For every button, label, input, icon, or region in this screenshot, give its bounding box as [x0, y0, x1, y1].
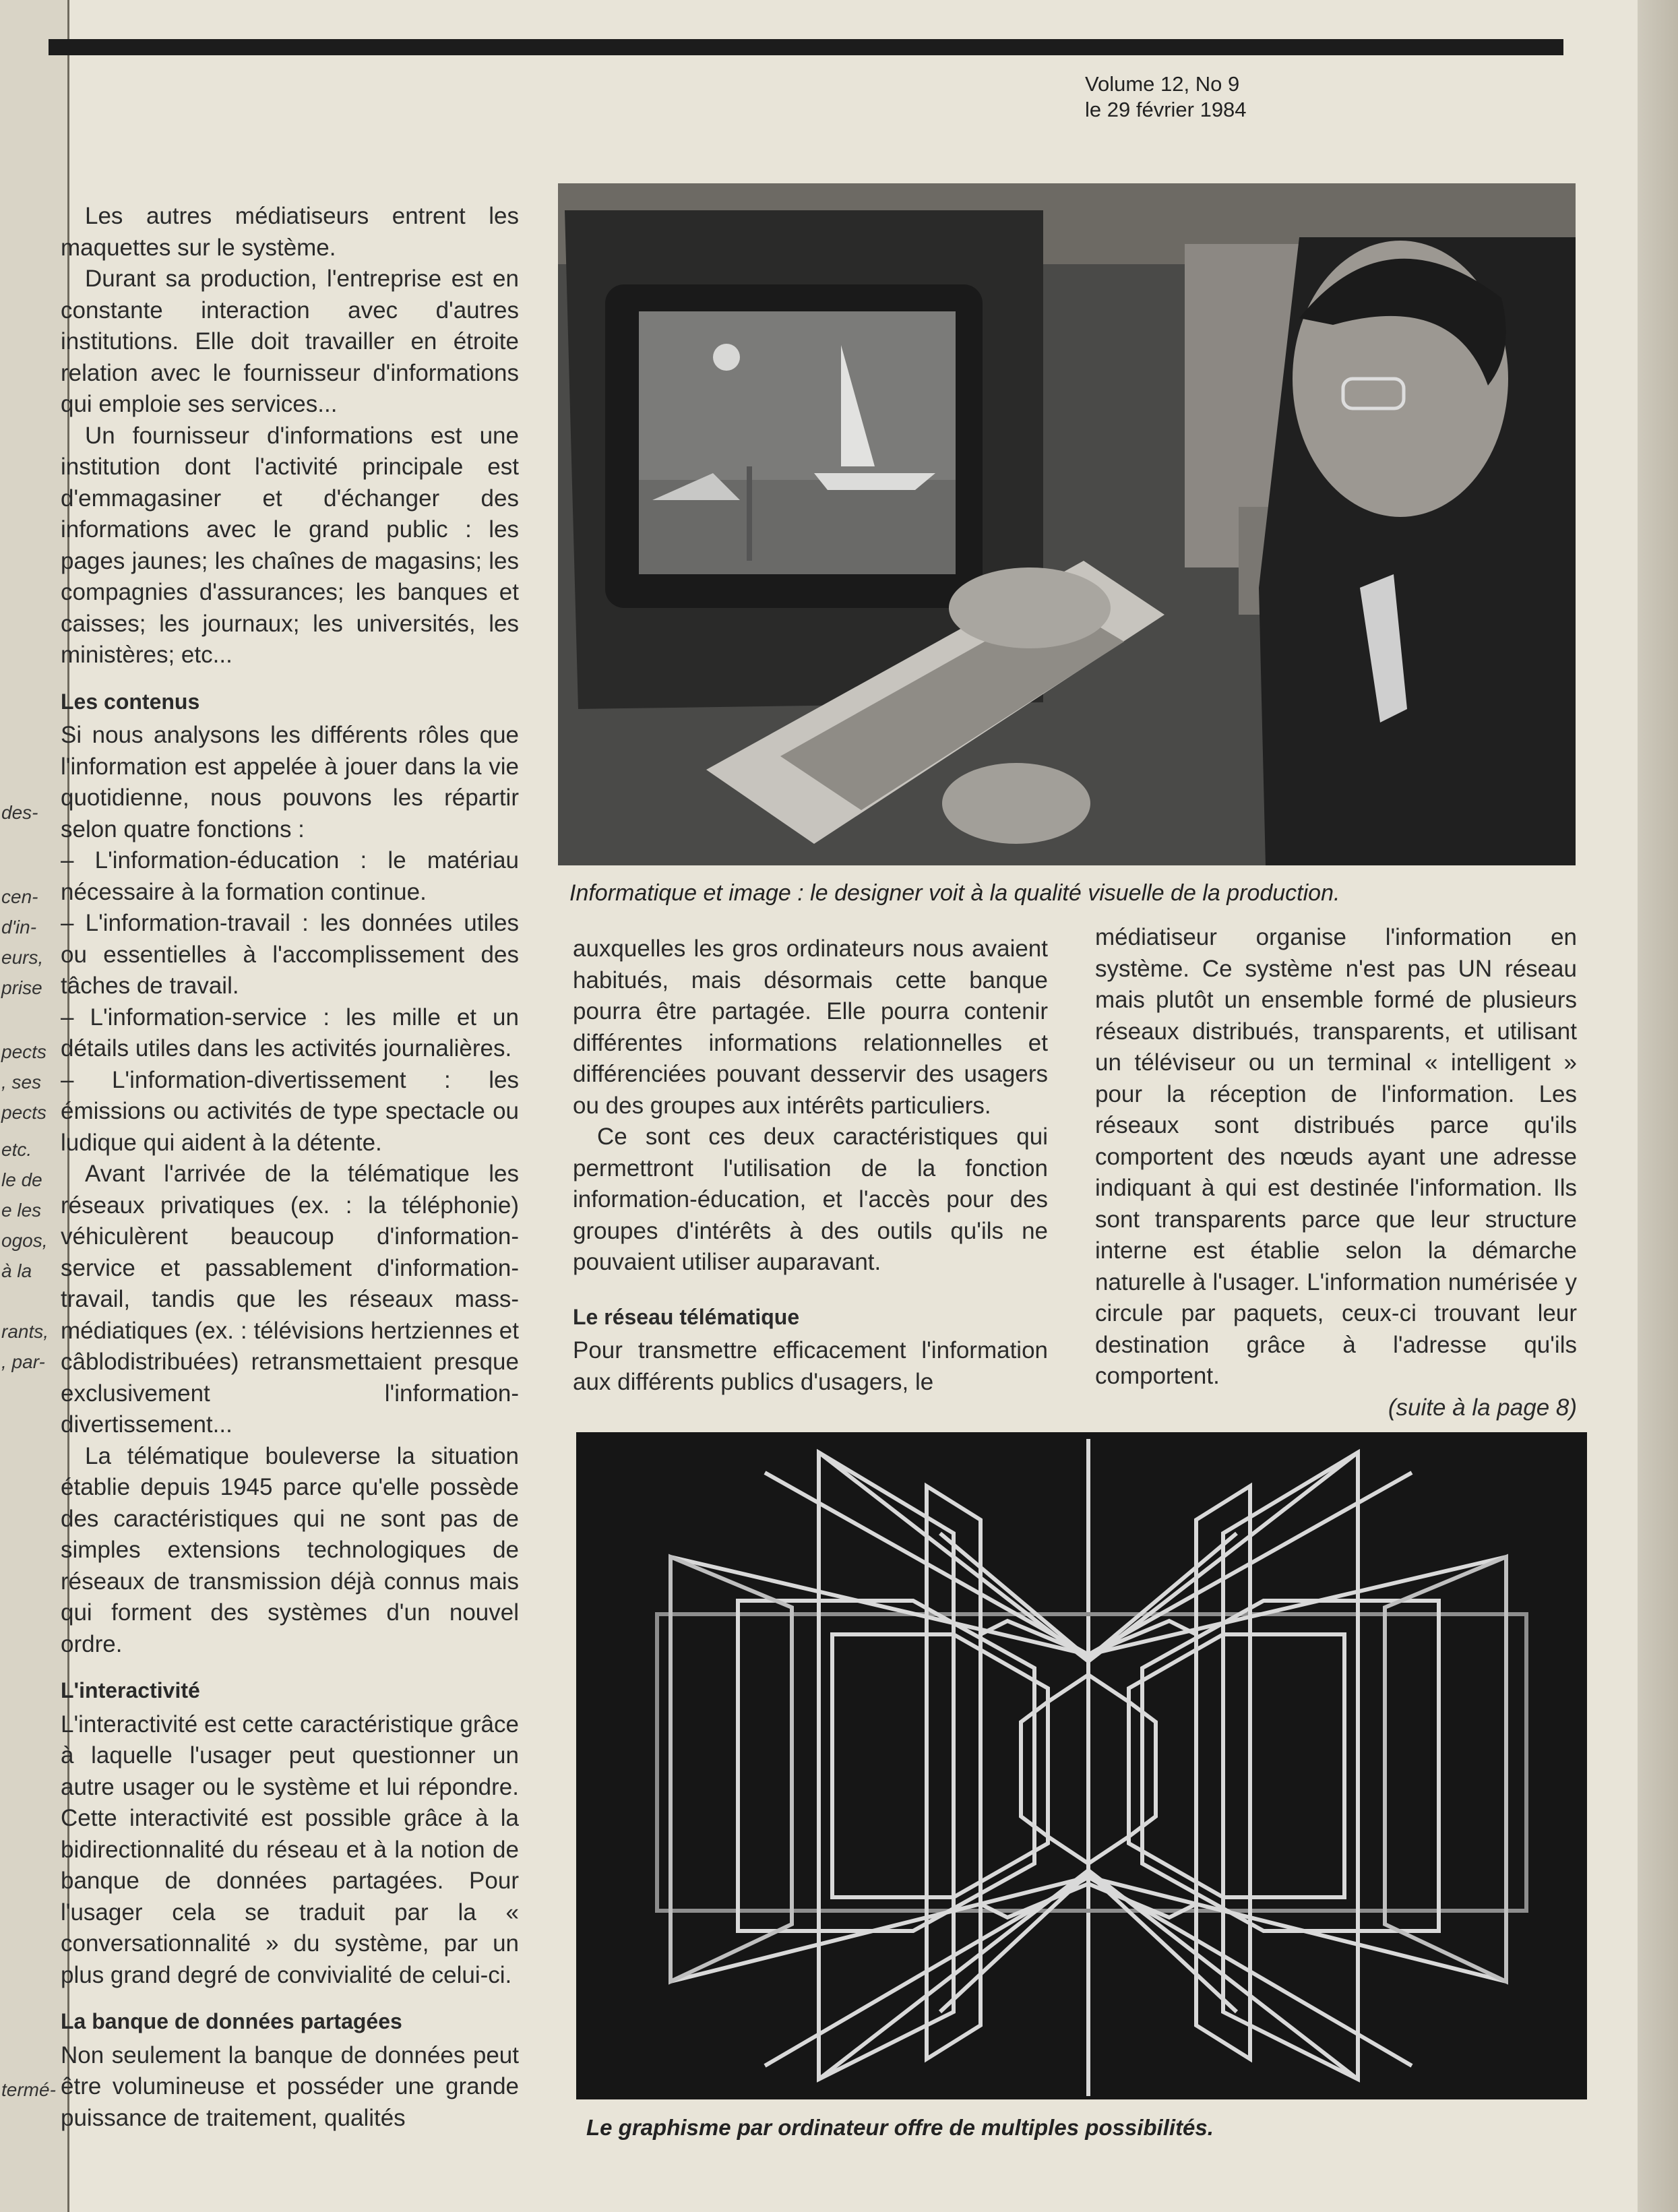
paragraph: Avant l'arrivée de la télématique les réseaux privatiques (ex. : la téléphonie) véhiculèrent beaucoup d'information-service et passablement d'information-travail, tandis que les réseaux mass-médiatiques (ex. : télévisions hertziennes et câblodistribuées) retransmettaient presque exclusivement l'information-divertissement... [61, 1161, 519, 1438]
adjacent-page-fragment: pects [1, 1102, 46, 1123]
continued-note: (suite à la page 8) [1388, 1394, 1577, 1421]
article-column-3 [1095, 922, 1577, 1423]
adjacent-page-fragment: cen- [1, 886, 38, 907]
paragraph: L'interactivité est cette caractéristique grâce à laquelle l'usager peut questionner un autre usager ou le système et lui répondre. Cette interactivité est possible grâce à la bidirectionnalité du réseau et à la notion de banque de données partagées. Pour l'usager cela se traduit par la « conversationnalité » du système, par un plus grand degré de convivialité de celui-ci. [61, 1711, 519, 1988]
issue-volume: Volume 12, No 9 [1085, 72, 1240, 96]
header-rule [49, 39, 1563, 55]
issue-info [1085, 71, 1247, 123]
paragraph: Ce sont ces deux caractéristiques qui permettront l'utilisation de la fonction information-éducation, et l'accès pour des groupes d'intérêts à des outils qu'ils ne pouvaient utiliser auparavant. [573, 1124, 1048, 1275]
paragraph: Les autres médiatiseurs entrent les maquettes sur le système. [61, 203, 519, 261]
adjacent-page-fragment: à la [1, 1260, 32, 1281]
section-heading-contenus: Les contenus [61, 689, 200, 714]
adjacent-page-fragment: des- [1, 802, 38, 823]
list-item: – L'information-travail : les données utiles ou essentielles à l'accomplissement des tâches de travail. [61, 910, 519, 999]
photo-caption: Informatique et image : le designer voit à la qualité visuelle de la production. [569, 880, 1340, 906]
computer-graphic [576, 1432, 1587, 2099]
adjacent-page-fragment: , ses [1, 1072, 42, 1093]
paragraph: Si nous analysons les différents rôles que l'information est appelée à jouer dans la vie quotidienne, nous pouvons les répartir selon quatre fonctions : [61, 722, 519, 842]
graphic-caption: Le graphisme par ordinateur offre de multiples possibilités. [586, 2115, 1214, 2140]
issue-date: le 29 février 1984 [1085, 98, 1247, 121]
adjacent-page-fragment: e les [1, 1200, 42, 1221]
paragraph: Un fournisseur d'informations est une institution dont l'activité principale est d'emmagasiner et d'échanger des informations avec le grand public : les pages jaunes; les chaînes de magasins; les compagnies d'assurances; les banques et caisses; les journaux; les universités, les ministères; etc... [61, 422, 519, 668]
list-item: – L'information-divertissement : les émissions ou activités de type spectacle ou ludique qui aident à la détente. [61, 1066, 519, 1156]
list-item: – L'information-éducation : le matériau nécessaire à la formation continue. [61, 847, 519, 905]
paragraph: médiatiseur organise l'information en système. Ce système n'est pas UN réseau mais plutôt un ensemble formé de plusieurs réseaux distribués, transparents, et utilisant un téléviseur ou un terminal « intelligent » pour la réception de l'information. Les réseaux sont distribués parce qu'ils comportent des nœuds ayant une adresse indiquant à qui est destinée l'information. Ils sont transparents parce que leur structure interne est établie selon la démarche naturelle à l'usager. L'information numérisée y circule par paquets, ceux-ci trouvant leur destination grâce à l'adresse qu'ils comportent. [1095, 924, 1577, 1389]
adjacent-page-fragment: prise [1, 977, 42, 998]
adjacent-page-strip [0, 0, 69, 2212]
section-heading-banque: La banque de données partagées [61, 2009, 402, 2033]
article-column-1 [61, 201, 519, 2134]
adjacent-page-fragment: ogos, [1, 1230, 48, 1251]
adjacent-page-fragment: eurs, [1, 947, 44, 968]
article-column-2 [573, 933, 1048, 1398]
adjacent-page-fragment: termé- [1, 2079, 56, 2100]
adjacent-page-fragment: pects [1, 1041, 46, 1062]
adjacent-page-fragment: d'in- [1, 917, 37, 938]
list-item: – L'information-service : les mille et un détails utiles dans les activités journalières. [61, 1004, 519, 1062]
adjacent-page-fragment: le de [1, 1169, 42, 1190]
paragraph: Pour transmettre efficacement l'information aux différents publics d'usagers, le [573, 1337, 1048, 1395]
section-heading-reseau: Le réseau télématique [573, 1304, 800, 1329]
page-edge [1638, 0, 1678, 2212]
adjacent-page-fragment: rants, [1, 1321, 49, 1342]
paragraph: Non seulement la banque de données peut être volumineuse et posséder une grande puissance de traitement, qualités [61, 2041, 519, 2131]
adjacent-page-fragment: , par- [1, 1351, 45, 1372]
section-heading-interactivite: L'interactivité [61, 1678, 200, 1702]
adjacent-page-fragment: etc. [1, 1139, 32, 1160]
paragraph: Durant sa production, l'entreprise est en constante interaction avec d'autres institutions. Elle doit travailler en étroite relation avec le fournisseur d'informations qui emploie ses services... [61, 266, 519, 417]
designer-photo [558, 183, 1576, 865]
paragraph: La télématique bouleverse la situation établie depuis 1945 parce qu'elle possède des caractéristiques qui ne sont pas de simples extensions technologiques de réseaux de transmission déjà connus mais qui forment des systèmes d'un nouvel ordre. [61, 1442, 519, 1657]
paragraph: auxquelles les gros ordinateurs nous avaient habitués, mais désormais cette banque pourra être partagée. Elle pourra contenir différentes informations relationnelles et différenciées pouvant desservir des usagers ou des groupes aux intérêts particuliers. [573, 935, 1048, 1119]
